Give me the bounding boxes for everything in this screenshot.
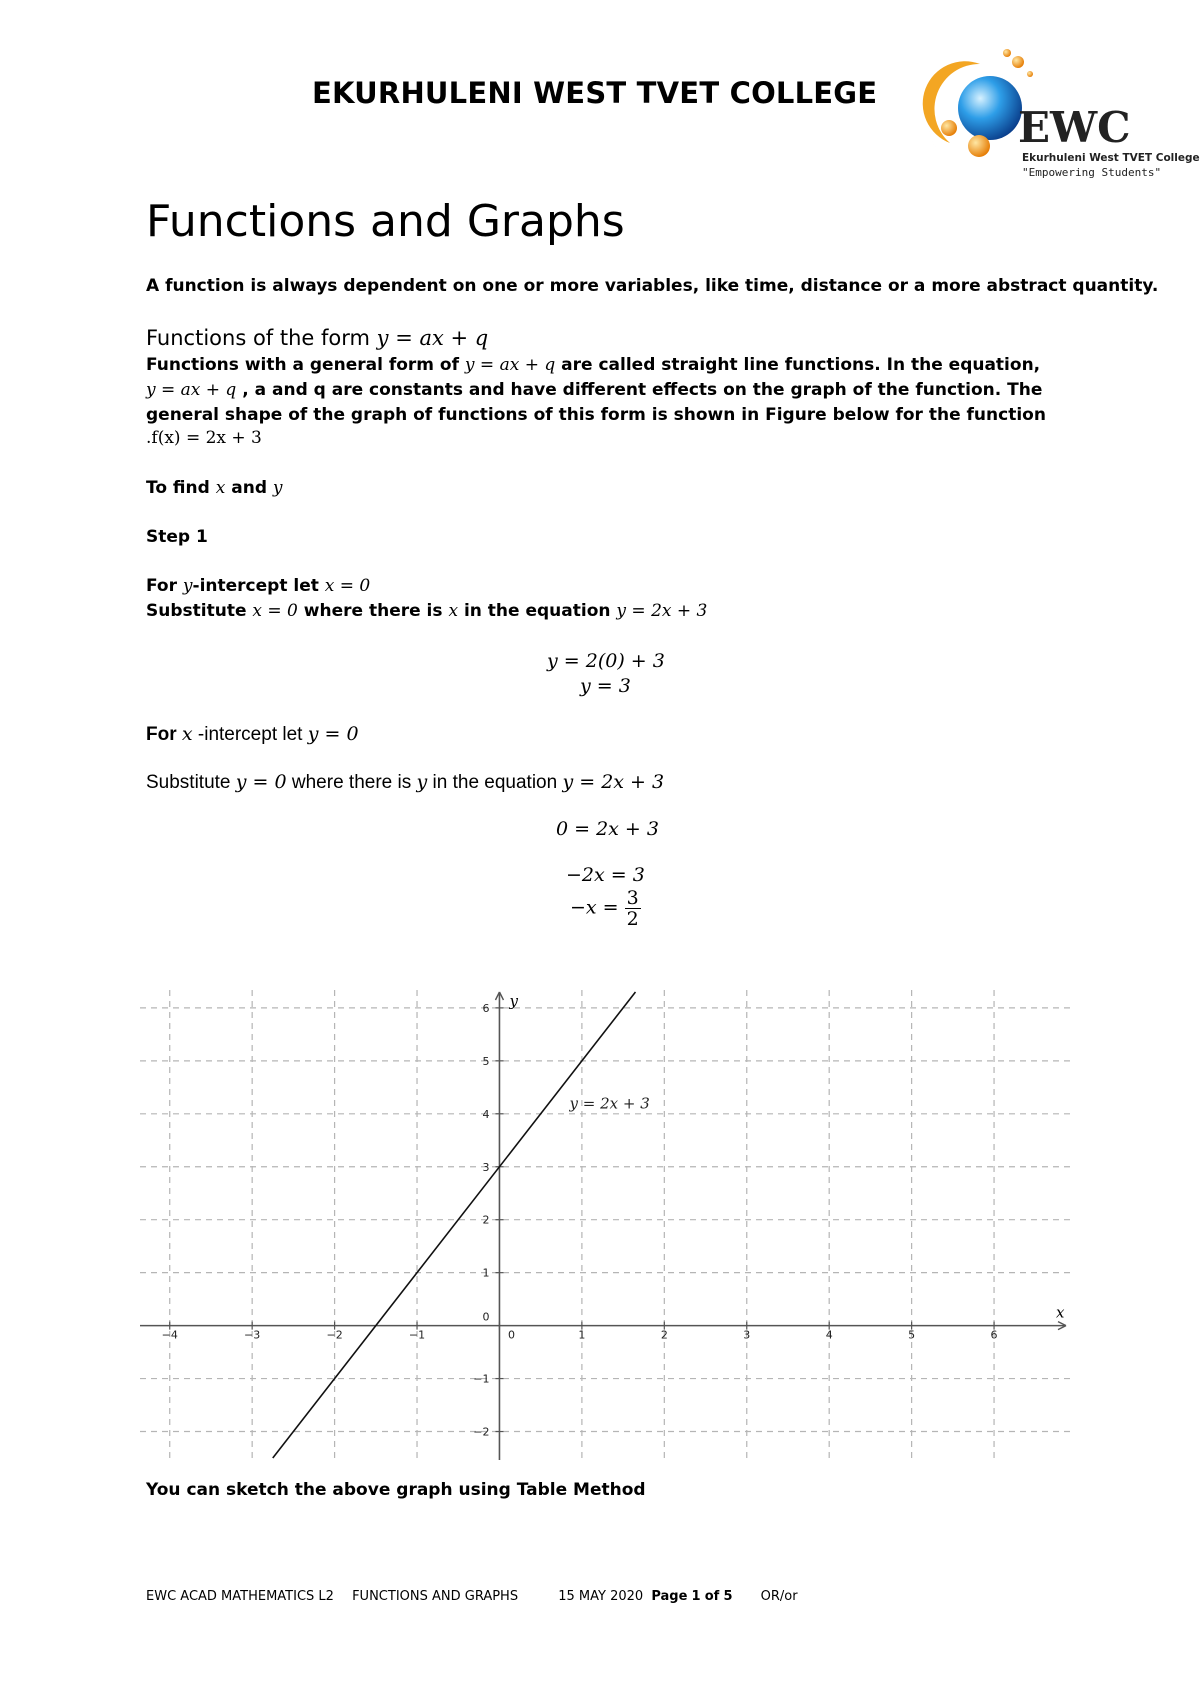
para-line-3: general shape of the graph of functions of this form is shown in Figure below for the function [146,405,1046,425]
x-axis-label: x [1056,1303,1065,1322]
para-line-4: .f(x) = 2x + 3 [146,428,262,448]
y-axis-label: y [509,992,518,1010]
page-title: Functions and Graphs [146,196,625,247]
step-label: Step 1 [146,527,208,547]
y-tick-label: 0 [482,1310,490,1324]
x-intercept-line: For x -intercept let y = 0 [146,723,359,745]
x-tick-label: 2 [660,1328,668,1342]
para-line-1: Functions with a general form of y = ax + q are called straight line functions. In the equation, [146,355,1041,375]
footer-or: OR/or [760,1589,798,1604]
college-logo [910,48,1200,193]
x-tick-label: −1 [408,1328,426,1342]
x-tick-label: 5 [908,1328,916,1342]
x-tick-label: −2 [326,1328,343,1342]
page-footer [146,1589,812,1604]
logo-fullname: Ekurhuleni West TVET College [1022,152,1200,164]
series-line [273,992,636,1458]
y-tick-label: −1 [473,1372,490,1386]
footer-date: 15 MAY 2020 [558,1589,644,1604]
y-tick-label: −2 [473,1425,490,1439]
graph-svg [140,990,1070,1460]
equation-x-b: −2x = 3 [566,864,645,886]
line-equation-label: y = 2x + 3 [569,1094,650,1113]
para-line-2: y = ax + q , a and q are constants and have different effects on the graph of the function. The [146,380,1043,400]
footer-course: EWC ACAD MATHEMATICS L2 [146,1589,334,1604]
x-tick-label: 1 [578,1328,586,1342]
logo-slogan: "Empowering Students" [1022,166,1162,179]
find-line: To find x and y [146,478,283,498]
equation-y-a: y = 2(0) + 3 [547,650,665,672]
substitute-line-1: Substitute x = 0 where there is x in the equation y = 2x + 3 [146,601,708,621]
x-tick-label: −4 [161,1328,178,1342]
table-method-note: You can sketch the above graph using Table Method [146,1480,646,1500]
y-tick-label: 4 [482,1107,490,1121]
intro-text: A function is always dependent on one or more variables, like time, distance or a more abstract quantity. [146,276,1159,296]
y-intercept-line: For y-intercept let x = 0 [146,576,371,596]
college-name: EKURHULENI WEST TVET COLLEGE [312,76,878,110]
x-tick-label: 3 [743,1328,751,1342]
x-tick-label: 4 [825,1328,833,1342]
logo-abbr: EWC [1018,103,1131,152]
y-tick-label: 6 [482,1001,490,1015]
x-tick-label: 6 [990,1328,998,1342]
equation-x-a: 0 = 2x + 3 [556,818,659,840]
x-tick-label: −3 [244,1328,261,1342]
y-tick-label: 2 [482,1213,490,1227]
line-graph [140,990,1070,1465]
equation-x-c: −x = $\frac{3}{2}$ [570,887,639,930]
substitute-line-2: Substitute y = 0 where there is y in the equation y = 2x + 3 [146,771,665,793]
fraction: $\frac{3}{2}$ [626,887,639,930]
y-tick-label: 5 [482,1054,490,1068]
y-tick-label: 1 [482,1266,490,1280]
footer-topic: FUNCTIONS AND GRAPHS [352,1589,519,1604]
section-heading: Functions of the form y = ax + q [146,326,489,350]
footer-page: Page 1 of 5 [651,1589,733,1604]
y-tick-label: 3 [482,1160,490,1174]
x-tick-label: 0 [507,1328,515,1342]
equation-y-b: y = 3 [580,675,631,697]
